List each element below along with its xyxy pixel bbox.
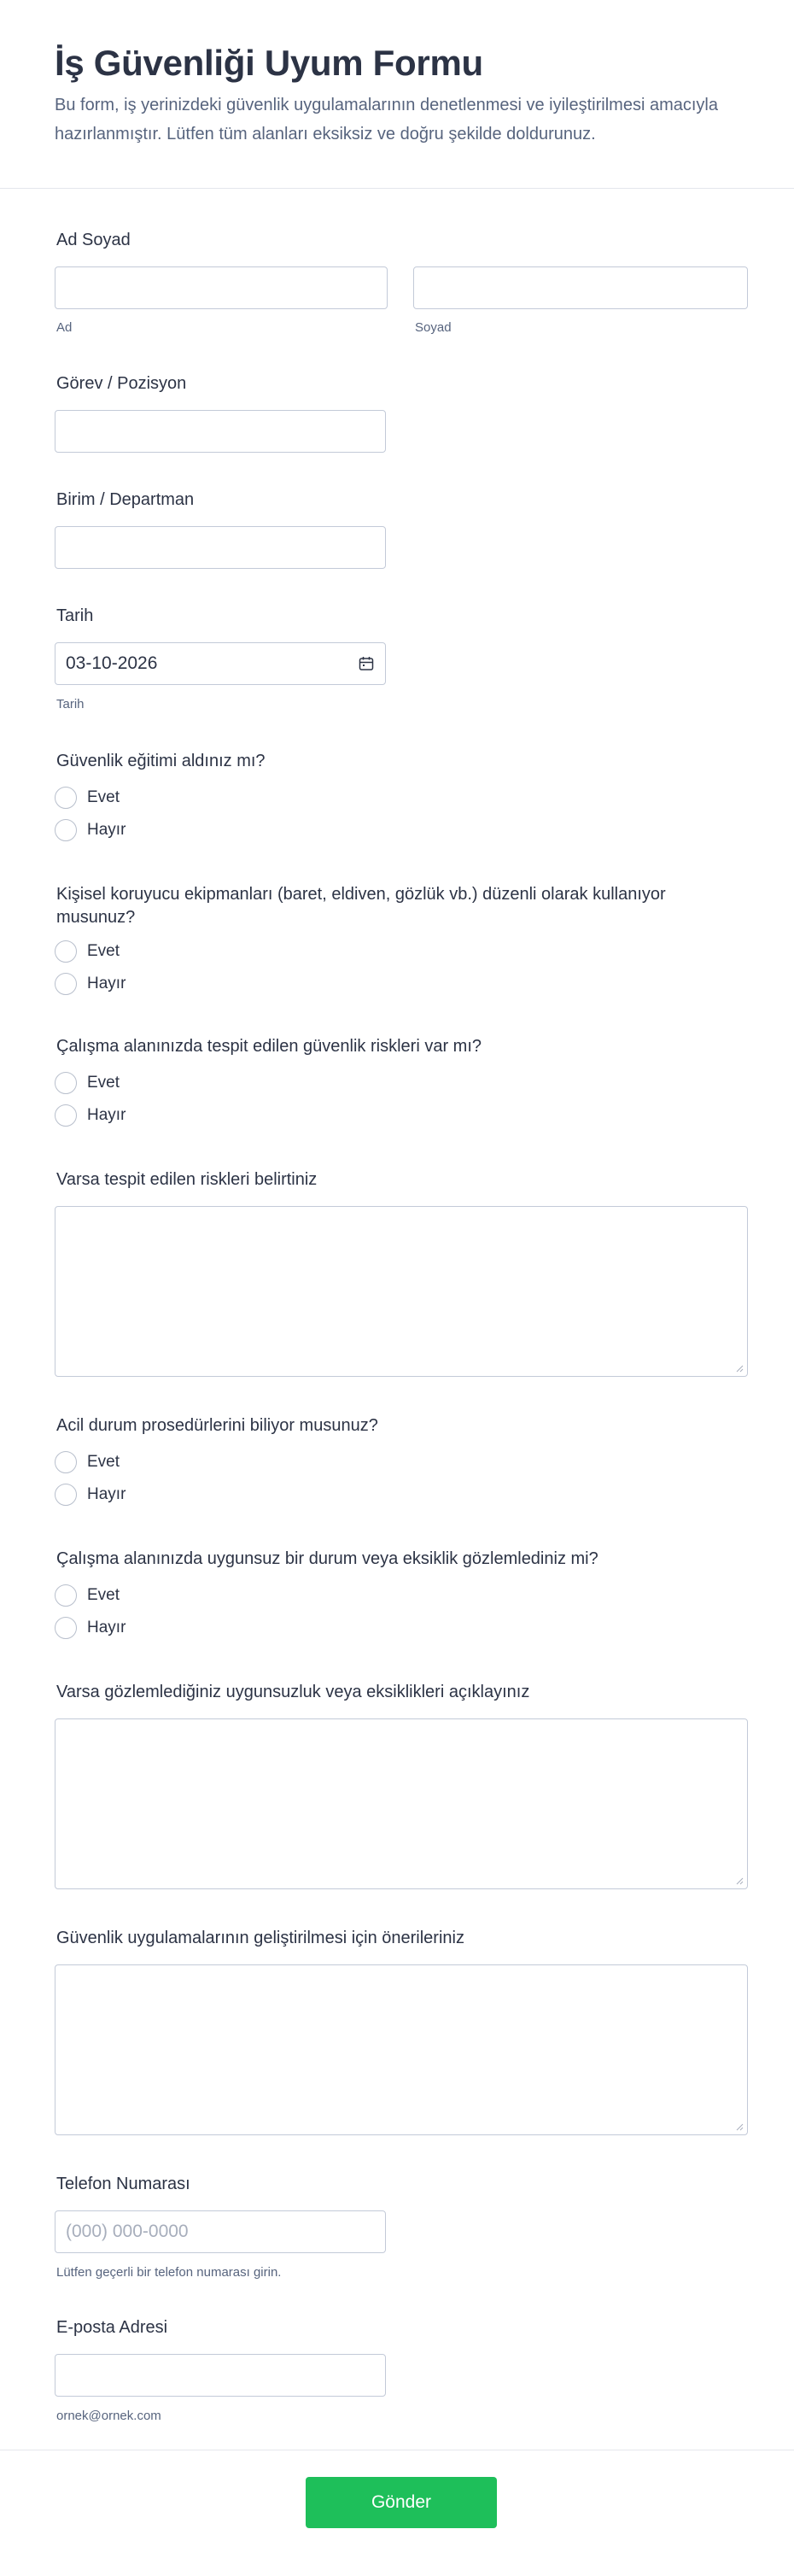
form-description: Bu form, iş yerinizdeki güvenlik uygulamalarının denetlenmesi ve iyileştirilmesi amacıyla hazırlanmıştır. Lütfen tüm alanları eksiksiz ve doğru şekilde doldurunuz. [55, 96, 718, 143]
nonconformity-detail-textarea[interactable] [55, 1718, 748, 1889]
radio-button[interactable] [55, 1104, 77, 1127]
training-question-label: Güvenlik eğitimi aldınız mı? [56, 752, 266, 770]
ppe-question-label: Kişisel koruyucu ekipmanları (baret, eldiven, gözlük vb.) düzenli olarak kullanıyor musunuz? [56, 885, 666, 927]
risks-detail-textarea[interactable] [55, 1206, 748, 1377]
resize-handle-icon[interactable] [735, 1876, 744, 1885]
radio-label: Hayır [87, 821, 126, 839]
suggestions-label: Güvenlik uygulamalarının geliştirilmesi için önerileriniz [56, 1929, 464, 1947]
radio-label: Hayır [87, 1106, 126, 1124]
radio-button[interactable] [55, 787, 77, 809]
radio-label: Hayır [87, 975, 126, 992]
radio-button[interactable] [55, 1484, 77, 1506]
form-title: İş Güvenliği Uyum Formu [55, 43, 483, 83]
submit-button[interactable]: Gönder [306, 2477, 497, 2528]
email-sublabel: ornek@ornek.com [56, 2409, 161, 2423]
phone-label: Telefon Numarası [56, 2175, 190, 2193]
phone-placeholder: (000) 000-0000 [66, 2222, 189, 2241]
radio-label: Evet [87, 1074, 120, 1092]
radio-button[interactable] [55, 1072, 77, 1094]
training-option-no[interactable] [55, 818, 126, 842]
email-label: E-posta Adresi [56, 2318, 168, 2337]
risks-option-no[interactable] [55, 1104, 126, 1127]
radio-label: Hayır [87, 1619, 126, 1636]
last-name-input[interactable] [413, 266, 748, 309]
emergency-option-yes[interactable] [55, 1450, 120, 1474]
resize-handle-icon[interactable] [735, 2122, 744, 2131]
department-label: Birim / Departman [56, 490, 195, 509]
department-input[interactable] [55, 526, 386, 569]
date-sublabel: Tarih [56, 697, 85, 711]
phone-sublabel: Lütfen geçerli bir telefon numarası girin. [56, 2265, 282, 2280]
last-name-sublabel: Soyad [415, 320, 452, 335]
emergency-question-label: Acil durum prosedürlerini biliyor musunuz? [56, 1416, 378, 1435]
name-label: Ad Soyad [56, 231, 131, 249]
phone-input[interactable] [55, 2210, 386, 2253]
risks-detail-label: Varsa tespit edilen riskleri belirtiniz [56, 1170, 318, 1189]
radio-label: Evet [87, 1453, 120, 1471]
radio-label: Evet [87, 788, 120, 806]
training-option-yes[interactable] [55, 786, 120, 810]
calendar-icon[interactable] [358, 655, 375, 672]
radio-label: Hayır [87, 1485, 126, 1503]
emergency-option-no[interactable] [55, 1483, 126, 1507]
first-name-sublabel: Ad [56, 320, 73, 335]
date-value: 03-10-2026 [66, 653, 158, 673]
risks-option-yes[interactable] [55, 1071, 120, 1095]
resize-handle-icon[interactable] [735, 1364, 744, 1373]
ppe-option-yes[interactable] [55, 940, 120, 963]
ppe-option-no[interactable] [55, 972, 126, 996]
nonconformity-option-no[interactable] [55, 1616, 126, 1640]
position-input[interactable] [55, 410, 386, 453]
radio-button[interactable] [55, 940, 77, 963]
nonconformity-option-yes[interactable] [55, 1584, 120, 1607]
header-divider [0, 188, 794, 189]
first-name-input[interactable] [55, 266, 388, 309]
radio-button[interactable] [55, 1584, 77, 1607]
radio-label: Evet [87, 942, 120, 960]
radio-button[interactable] [55, 819, 77, 841]
nonconformity-question-label: Çalışma alanınızda uygunsuz bir durum veya eksiklik gözlemlediniz mi? [56, 1549, 598, 1568]
nonconformity-detail-label: Varsa gözlemlediğiniz uygunsuzluk veya eksiklikleri açıklayınız [56, 1683, 530, 1701]
email-input[interactable] [55, 2354, 386, 2397]
suggestions-textarea[interactable] [55, 1964, 748, 2135]
radio-button[interactable] [55, 1617, 77, 1639]
radio-label: Evet [87, 1586, 120, 1604]
position-label: Görev / Pozisyon [56, 374, 187, 393]
date-input[interactable] [55, 642, 386, 685]
date-label: Tarih [56, 606, 94, 625]
radio-button[interactable] [55, 1451, 77, 1473]
risks-question-label: Çalışma alanınızda tespit edilen güvenlik riskleri var mı? [56, 1037, 482, 1056]
radio-button[interactable] [55, 973, 77, 995]
